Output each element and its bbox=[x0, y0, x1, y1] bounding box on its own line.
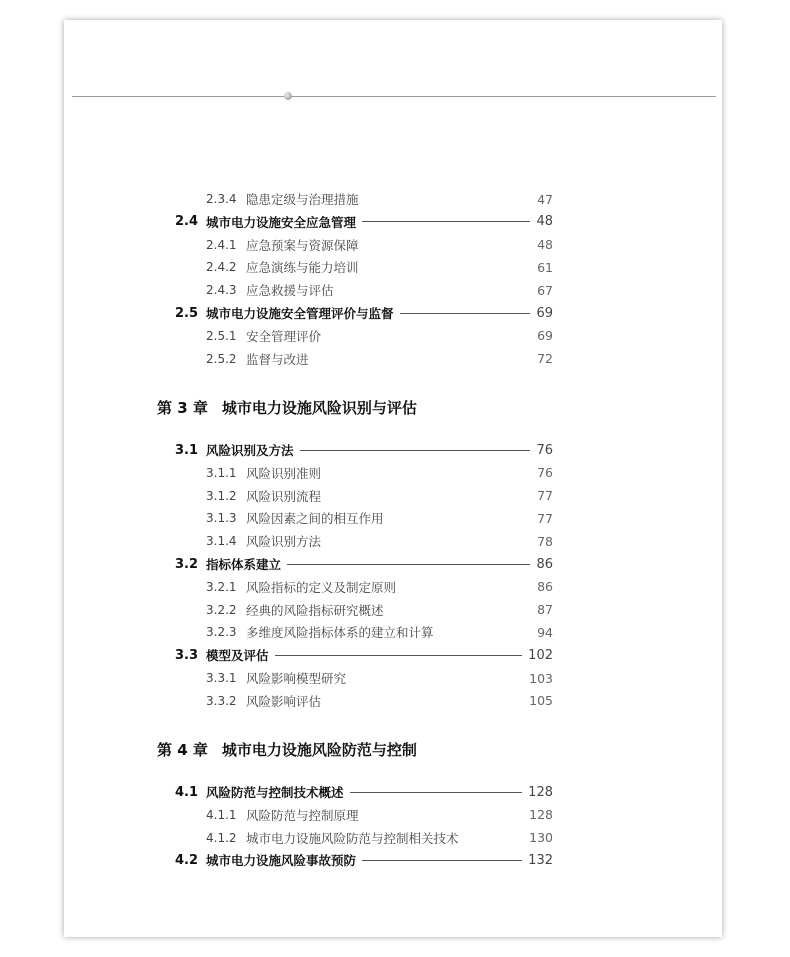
toc-page-number: 77 bbox=[537, 488, 553, 504]
toc-page-number: 72 bbox=[537, 351, 553, 367]
toc-entry-number: 2.5.1 bbox=[206, 328, 237, 343]
toc-entry-number: 3.2.2 bbox=[206, 602, 237, 617]
toc-subsection-entry[interactable] bbox=[206, 805, 553, 825]
toc-subsection-entry[interactable] bbox=[206, 600, 553, 620]
toc-entry-number: 2.5 bbox=[175, 305, 199, 321]
toc-subsection-entry[interactable] bbox=[206, 668, 553, 688]
toc-entry-title: 城市电力设施安全应急管理 bbox=[206, 214, 357, 230]
toc-page-number: 69 bbox=[536, 305, 553, 321]
toc-entry-number: 3.2 bbox=[175, 556, 199, 572]
leader-line bbox=[362, 860, 522, 861]
toc-entry-title: 指标体系建立 bbox=[206, 557, 282, 572]
toc-entry-title: 风险识别准则 bbox=[246, 465, 322, 481]
toc-section-entry[interactable] bbox=[175, 850, 553, 870]
toc-entry-number: 3.3.2 bbox=[206, 693, 237, 708]
chapter-heading-4 bbox=[157, 739, 417, 760]
leader-line bbox=[300, 450, 531, 451]
toc-page-number: 76 bbox=[536, 442, 553, 458]
toc-page-number: 128 bbox=[529, 807, 553, 823]
toc-entry-title: 隐患定级与治理措施 bbox=[246, 192, 359, 207]
toc-page-number: 48 bbox=[537, 237, 553, 253]
toc-subsection-entry[interactable] bbox=[206, 463, 553, 483]
toc-page-number: 77 bbox=[537, 510, 553, 526]
toc-subsection-entry[interactable] bbox=[206, 257, 553, 277]
toc-page-number: 94 bbox=[537, 624, 553, 640]
leader-line bbox=[362, 221, 530, 222]
toc-entry-number: 2.5.2 bbox=[206, 351, 237, 366]
document-page bbox=[64, 20, 722, 937]
toc-page-number: 61 bbox=[537, 259, 553, 275]
toc-entry-number: 3.1.3 bbox=[206, 511, 237, 526]
toc-entry-number: 3.1 bbox=[175, 442, 199, 458]
chapter-title: 城市电力设施风险防范与控制 bbox=[221, 741, 417, 759]
leader-line bbox=[350, 792, 523, 793]
toc-entry-title: 应急预案与资源保障 bbox=[246, 237, 359, 253]
toc-entry-title: 城市电力设施安全管理评价与监督 bbox=[206, 306, 394, 321]
toc-entry-number: 3.2.3 bbox=[206, 625, 237, 640]
toc-section-entry[interactable] bbox=[175, 212, 553, 232]
leader-line bbox=[275, 655, 523, 656]
toc-entry-number: 3.1.4 bbox=[206, 534, 237, 549]
toc-section-entry[interactable] bbox=[175, 554, 553, 574]
toc-entry-title: 安全管理评价 bbox=[246, 328, 322, 344]
table-of-contents bbox=[64, 20, 722, 937]
toc-entry-number: 2.4.3 bbox=[206, 283, 237, 298]
toc-page-number: 86 bbox=[537, 579, 553, 595]
toc-subsection-entry[interactable] bbox=[206, 531, 553, 551]
toc-entry-title: 应急救援与评估 bbox=[246, 283, 334, 299]
toc-page-number: 69 bbox=[537, 328, 553, 344]
toc-entry-title: 风险识别及方法 bbox=[206, 443, 294, 458]
toc-section-entry[interactable] bbox=[175, 782, 553, 802]
toc-entry-title: 监督与改进 bbox=[246, 351, 309, 367]
toc-page-number: 47 bbox=[537, 191, 553, 207]
toc-subsection-entry[interactable] bbox=[206, 189, 553, 209]
toc-entry-number: 2.4.2 bbox=[206, 260, 237, 275]
toc-entry-number: 3.3.1 bbox=[206, 671, 237, 685]
toc-page-number: 48 bbox=[536, 214, 553, 230]
toc-subsection-entry[interactable] bbox=[206, 508, 553, 528]
chapter-heading-3 bbox=[157, 397, 417, 418]
toc-page-number: 132 bbox=[528, 852, 553, 868]
toc-subsection-entry[interactable] bbox=[206, 691, 553, 711]
toc-page-number: 130 bbox=[529, 830, 553, 846]
toc-entry-number: 2.4.1 bbox=[206, 237, 237, 252]
toc-entry-title: 模型及评估 bbox=[206, 648, 269, 664]
toc-page-number: 102 bbox=[528, 647, 553, 663]
toc-page-number: 78 bbox=[537, 533, 553, 549]
toc-entry-title: 风险影响评估 bbox=[246, 693, 322, 709]
toc-subsection-entry[interactable] bbox=[206, 828, 553, 848]
toc-entry-number: 3.1.2 bbox=[206, 488, 237, 503]
toc-section-entry[interactable] bbox=[175, 303, 553, 323]
toc-entry-title: 城市电力设施风险事故预防 bbox=[206, 853, 357, 869]
toc-entry-number: 3.3 bbox=[175, 647, 199, 663]
toc-entry-title: 风险防范与控制技术概述 bbox=[206, 785, 344, 800]
toc-entry-title: 风险识别方法 bbox=[246, 534, 322, 550]
toc-entry-title: 风险防范与控制原理 bbox=[246, 807, 359, 823]
chapter-label: 第 4 章 bbox=[157, 741, 208, 759]
toc-entry-number: 2.4 bbox=[175, 214, 199, 230]
leader-line bbox=[287, 564, 530, 565]
toc-subsection-entry[interactable] bbox=[206, 326, 553, 346]
chapter-title: 城市电力设施风险识别与评估 bbox=[221, 399, 417, 417]
toc-subsection-entry[interactable] bbox=[206, 486, 553, 506]
chapter-label: 第 3 章 bbox=[157, 399, 208, 417]
toc-entry-title: 经典的风险指标研究概述 bbox=[246, 602, 384, 618]
toc-section-entry[interactable] bbox=[175, 645, 553, 665]
toc-entry-number: 2.3.4 bbox=[206, 192, 237, 206]
toc-entry-title: 城市电力设施风险防范与控制相关技术 bbox=[246, 830, 459, 846]
toc-entry-number: 4.2 bbox=[175, 852, 199, 868]
toc-subsection-entry[interactable] bbox=[206, 235, 553, 255]
toc-subsection-entry[interactable] bbox=[206, 280, 553, 300]
toc-entry-title: 风险影响模型研究 bbox=[246, 671, 347, 686]
toc-subsection-entry[interactable] bbox=[206, 349, 553, 369]
toc-page-number: 76 bbox=[537, 465, 553, 481]
toc-page-number: 103 bbox=[529, 670, 553, 686]
toc-page-number: 128 bbox=[528, 784, 553, 800]
toc-entry-title: 多维度风险指标体系的建立和计算 bbox=[246, 625, 434, 641]
toc-section-entry[interactable] bbox=[175, 440, 553, 460]
toc-entry-title: 风险识别流程 bbox=[246, 488, 322, 504]
toc-page-number: 86 bbox=[536, 556, 553, 572]
toc-entry-title: 应急演练与能力培训 bbox=[246, 260, 359, 276]
toc-page-number: 105 bbox=[529, 693, 553, 709]
toc-entry-number: 3.2.1 bbox=[206, 579, 237, 594]
toc-entry-title: 风险因素之间的相互作用 bbox=[246, 511, 384, 527]
toc-entry-number: 4.1.1 bbox=[206, 807, 237, 822]
toc-page-number: 67 bbox=[537, 282, 553, 298]
toc-subsection-entry[interactable] bbox=[206, 622, 553, 642]
toc-entry-number: 4.1 bbox=[175, 784, 199, 800]
toc-entry-number: 4.1.2 bbox=[206, 830, 237, 845]
toc-entry-number: 3.1.1 bbox=[206, 465, 237, 480]
toc-subsection-entry[interactable] bbox=[206, 577, 553, 597]
toc-page-number: 87 bbox=[537, 602, 553, 618]
leader-line bbox=[400, 313, 531, 314]
toc-entry-title: 风险指标的定义及制定原则 bbox=[246, 579, 397, 595]
